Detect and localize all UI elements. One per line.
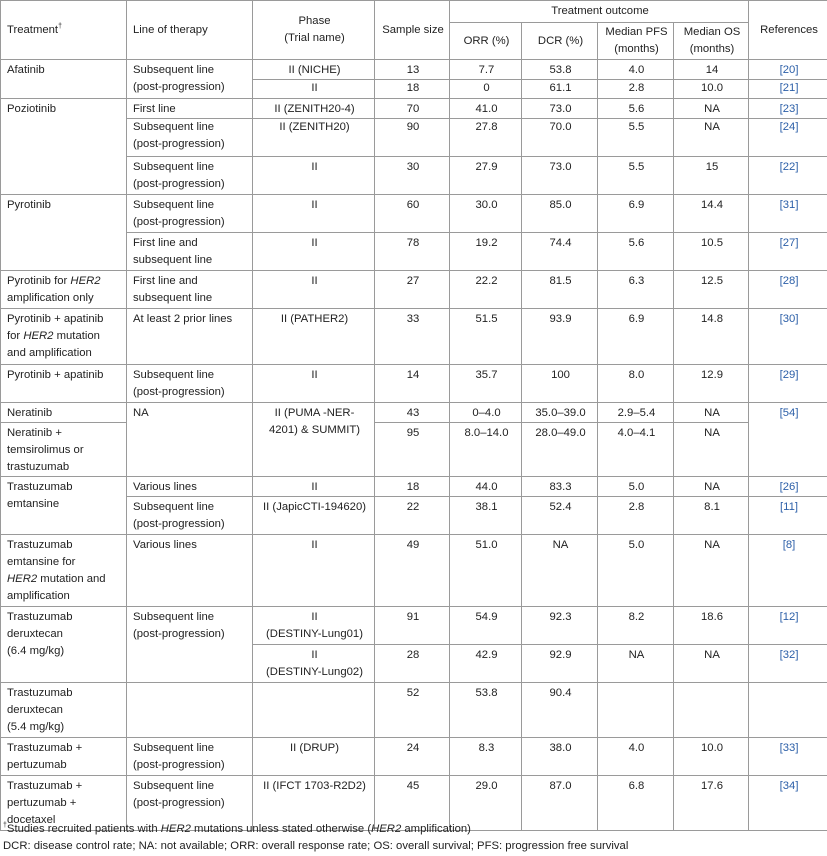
pfs-cell: 5.6	[598, 233, 674, 271]
phase-cell: II	[253, 365, 375, 403]
dcr-cell: 28.0–49.0	[522, 423, 598, 477]
sample-cell: 91	[375, 607, 450, 645]
pfs-cell: 5.0	[598, 477, 674, 497]
phase-cell: II	[253, 195, 375, 233]
phase-text: II	[311, 611, 318, 623]
dcr-cell: 81.5	[522, 271, 598, 309]
sample-cell: 52	[375, 683, 450, 738]
pfs-cell	[598, 683, 674, 738]
line-text: (post-progression)	[133, 386, 225, 398]
orr-cell: 8.3	[450, 738, 522, 776]
reference-link[interactable]: [28]	[749, 271, 827, 309]
phase-cell: II (JapicCTI-194620)	[253, 497, 375, 535]
line-cell: Various lines	[127, 535, 253, 607]
footnote-text: mutations unless stated otherwise (	[190, 823, 372, 835]
reference-link[interactable]: [33]	[749, 738, 827, 776]
header-treatment	[1, 1, 127, 60]
sample-cell: 24	[375, 738, 450, 776]
phase-cell: II (ZENITH20)	[253, 119, 375, 157]
pfs-cell: 6.9	[598, 309, 674, 365]
pfs-cell: 8.0	[598, 365, 674, 403]
phase-text: 4201) & SUMMIT)	[268, 424, 361, 436]
orr-cell: 27.8	[450, 119, 522, 157]
table-row	[1, 738, 827, 776]
pfs-cell: 5.6	[598, 99, 674, 119]
treatment-text: amplification	[7, 590, 70, 602]
pfs-cell: 6.8	[598, 776, 674, 831]
reference-link[interactable]: [26]	[749, 477, 827, 497]
line-text: Subsequent line	[133, 501, 215, 513]
treatment-text: pertuzumab	[7, 759, 67, 771]
phase-cell: II	[253, 80, 375, 99]
orr-cell: 27.9	[450, 157, 522, 195]
dcr-cell: 93.9	[522, 309, 598, 365]
header-outcome: Treatment outcome	[450, 1, 749, 23]
dcr-cell: 74.4	[522, 233, 598, 271]
line-text: Subsequent line	[133, 742, 215, 754]
sample-cell: 78	[375, 233, 450, 271]
treatment-text: temsirolimus or	[7, 444, 84, 456]
line-cell: At least 2 prior lines	[127, 309, 253, 365]
treatment-text: and amplification	[7, 347, 92, 359]
table-row	[1, 271, 827, 309]
gene-text: HER2	[371, 823, 402, 835]
orr-cell: 53.8	[450, 683, 522, 738]
treatment-text: Pyrotinib for	[7, 275, 71, 287]
dcr-cell: 61.1	[522, 80, 598, 99]
phase-cell: II	[253, 477, 375, 497]
line-text: (post-progression)	[133, 81, 225, 93]
treatment-text: for	[7, 330, 24, 342]
line-cell	[127, 195, 253, 233]
dcr-cell: 83.3	[522, 477, 598, 497]
os-cell: NA	[674, 403, 749, 423]
line-cell: Various lines	[127, 477, 253, 497]
orr-cell: 38.1	[450, 497, 522, 535]
phase-text: II (PUMA -NER-	[274, 407, 355, 419]
treatment-cell	[1, 607, 127, 683]
header-row	[1, 1, 827, 23]
table-row	[1, 535, 827, 607]
phase-cell	[253, 607, 375, 645]
footnote-text: Studies recruited patients with	[6, 823, 161, 835]
phase-text: (DESTINY-Lung01)	[266, 628, 363, 640]
dcr-cell: 73.0	[522, 99, 598, 119]
line-text: Subsequent line	[133, 64, 215, 76]
phase-text: (DESTINY-Lung02)	[266, 666, 363, 678]
table-row	[1, 195, 827, 233]
orr-cell: 0–4.0	[450, 403, 522, 423]
line-text: (post-progression)	[133, 628, 225, 640]
treatment-text: trastuzumab	[7, 461, 70, 473]
phase-cell	[253, 403, 375, 477]
line-cell	[127, 119, 253, 157]
header-os-line1: Median OS	[683, 26, 741, 38]
line-text: Subsequent line	[133, 199, 215, 211]
sample-cell: 60	[375, 195, 450, 233]
line-cell	[127, 271, 253, 309]
os-cell	[674, 683, 749, 738]
orr-cell: 19.2	[450, 233, 522, 271]
line-cell	[127, 683, 253, 738]
pfs-cell: 2.8	[598, 497, 674, 535]
os-cell: NA	[674, 645, 749, 683]
pfs-cell: 6.3	[598, 271, 674, 309]
treatment-text: Trastuzumab	[7, 539, 73, 551]
treatment-text: deruxtecan	[7, 628, 63, 640]
reference-link[interactable]: [30]	[749, 309, 827, 365]
reference-cell	[749, 683, 827, 738]
phase-cell: II	[253, 233, 375, 271]
os-cell: NA	[674, 477, 749, 497]
os-cell: 10.5	[674, 233, 749, 271]
dcr-cell: 52.4	[522, 497, 598, 535]
os-cell: NA	[674, 99, 749, 119]
table-row	[1, 99, 827, 119]
os-cell: 8.1	[674, 497, 749, 535]
pfs-cell: 2.8	[598, 80, 674, 99]
gene-text: HER2	[160, 823, 191, 835]
footnote-1	[3, 822, 471, 837]
treatment-text: deruxtecan	[7, 704, 63, 716]
os-cell: 14.4	[674, 195, 749, 233]
line-text: (post-progression)	[133, 797, 225, 809]
treatment-text: mutation	[53, 330, 100, 342]
reference-link[interactable]: [54]	[749, 403, 827, 477]
reference-link[interactable]: [27]	[749, 233, 827, 271]
treatment-text: Trastuzumab +	[7, 780, 83, 792]
dcr-cell: 90.4	[522, 683, 598, 738]
os-cell: NA	[674, 423, 749, 477]
table-row	[1, 683, 827, 738]
header-pfs-line1: Median PFS	[605, 26, 668, 38]
os-cell: 10.0	[674, 80, 749, 99]
orr-cell: 51.0	[450, 535, 522, 607]
treatment-text: Trastuzumab	[7, 481, 73, 493]
os-cell: 12.9	[674, 365, 749, 403]
line-cell: First line	[127, 99, 253, 119]
reference-link[interactable]: [29]	[749, 365, 827, 403]
line-cell	[127, 233, 253, 271]
pfs-cell: 4.0–4.1	[598, 423, 674, 477]
pfs-cell: NA	[598, 645, 674, 683]
pfs-cell: 5.5	[598, 119, 674, 157]
os-cell: 17.6	[674, 776, 749, 831]
treatment-text: Neratinib +	[7, 427, 62, 439]
line-text: subsequent line	[133, 254, 213, 266]
pfs-cell: 5.0	[598, 535, 674, 607]
header-treatment-text: Treatment	[7, 23, 59, 36]
table-row	[1, 607, 827, 645]
treatment-cell	[1, 738, 127, 776]
sample-cell: 70	[375, 99, 450, 119]
header-phase	[253, 1, 375, 60]
header-orr: ORR (%)	[450, 23, 522, 60]
phase-text: II	[311, 649, 318, 661]
phase-cell: II (DRUP)	[253, 738, 375, 776]
treatment-cell: Poziotinib	[1, 99, 127, 195]
pfs-cell: 6.9	[598, 195, 674, 233]
orr-cell: 54.9	[450, 607, 522, 645]
footnote-2: DCR: disease control rate; NA: not available; ORR: overall response rate; OS: overall survival; PFS: progression free survival	[3, 840, 629, 852]
gene-text: HER2	[23, 330, 54, 342]
os-cell: NA	[674, 119, 749, 157]
phase-cell: II	[253, 535, 375, 607]
line-text: (post-progression)	[133, 138, 225, 150]
treatment-cell	[1, 683, 127, 738]
reference-link[interactable]: [20]	[749, 60, 827, 80]
os-cell: 18.6	[674, 607, 749, 645]
reference-link[interactable]: [11]	[749, 497, 827, 535]
orr-cell: 35.7	[450, 365, 522, 403]
gene-text: HER2	[7, 573, 38, 585]
line-cell	[127, 497, 253, 535]
header-pfs	[598, 23, 674, 60]
sample-cell: 28	[375, 645, 450, 683]
treatment-text: Trastuzumab	[7, 611, 73, 623]
header-phase-line1: Phase	[298, 15, 331, 27]
pfs-cell: 2.9–5.4	[598, 403, 674, 423]
dcr-cell: 73.0	[522, 157, 598, 195]
dcr-cell: 35.0–39.0	[522, 403, 598, 423]
treatment-cell: Pyrotinib + apatinib	[1, 365, 127, 403]
phase-cell: II (NICHE)	[253, 60, 375, 80]
line-cell	[127, 157, 253, 195]
orr-cell: 42.9	[450, 645, 522, 683]
line-text: Subsequent line	[133, 121, 215, 133]
sample-cell: 95	[375, 423, 450, 477]
dcr-cell: 38.0	[522, 738, 598, 776]
reference-link[interactable]: [34]	[749, 776, 827, 831]
line-text: Subsequent line	[133, 611, 215, 623]
dcr-cell: 92.3	[522, 607, 598, 645]
treatment-text: emtansine	[7, 498, 60, 510]
phase-cell: II	[253, 157, 375, 195]
line-text: First line and	[133, 275, 198, 287]
sample-cell: 33	[375, 309, 450, 365]
phase-cell	[253, 683, 375, 738]
table-row	[1, 309, 827, 365]
line-cell	[127, 60, 253, 99]
dcr-cell: 70.0	[522, 119, 598, 157]
orr-cell: 8.0–14.0	[450, 423, 522, 477]
treatment-text: emtansine for	[7, 556, 76, 568]
header-dcr: DCR (%)	[522, 23, 598, 60]
orr-cell: 0	[450, 80, 522, 99]
treatment-text: amplification only	[7, 292, 94, 304]
line-cell	[127, 607, 253, 683]
line-cell: NA	[127, 403, 253, 477]
pfs-cell: 4.0	[598, 60, 674, 80]
sample-cell: 45	[375, 776, 450, 831]
sample-cell: 90	[375, 119, 450, 157]
dcr-cell: 53.8	[522, 60, 598, 80]
line-text: (post-progression)	[133, 759, 225, 771]
header-os	[674, 23, 749, 60]
line-text: (post-progression)	[133, 216, 225, 228]
sample-cell: 13	[375, 60, 450, 80]
dcr-cell: 100	[522, 365, 598, 403]
reference-link[interactable]: [23]	[749, 99, 827, 119]
orr-cell: 41.0	[450, 99, 522, 119]
table-row	[1, 365, 827, 403]
line-text: Subsequent line	[133, 369, 215, 381]
sample-cell: 30	[375, 157, 450, 195]
phase-cell: II (ZENITH20-4)	[253, 99, 375, 119]
header-sample: Sample size	[375, 1, 450, 60]
line-text: Subsequent line	[133, 780, 215, 792]
dcr-cell: 87.0	[522, 776, 598, 831]
treatment-cell: Afatinib	[1, 60, 127, 99]
reference-link[interactable]: [24]	[749, 119, 827, 157]
reference-link[interactable]: [8]	[749, 535, 827, 607]
table-row	[1, 423, 827, 477]
pfs-cell: 5.5	[598, 157, 674, 195]
orr-cell: 29.0	[450, 776, 522, 831]
table-row	[1, 60, 827, 80]
dagger-mark: †	[3, 822, 7, 830]
header-phase-line2: (Trial name)	[284, 32, 345, 44]
treatment-text: pertuzumab +	[7, 797, 77, 809]
orr-cell: 7.7	[450, 60, 522, 80]
treatment-cell	[1, 477, 127, 535]
header-refs: References	[749, 1, 827, 60]
reference-link[interactable]: [12]	[749, 607, 827, 645]
sample-cell: 49	[375, 535, 450, 607]
os-cell: 14	[674, 60, 749, 80]
sample-cell: 14	[375, 365, 450, 403]
line-text: First line and	[133, 237, 198, 249]
phase-cell: II	[253, 271, 375, 309]
line-cell	[127, 365, 253, 403]
sample-cell: 27	[375, 271, 450, 309]
reference-link[interactable]: [21]	[749, 80, 827, 99]
treatment-cell	[1, 309, 127, 365]
treatment-text: (6.4 mg/kg)	[7, 645, 65, 657]
header-pfs-line2: (months)	[614, 43, 659, 55]
footnote-text: amplification)	[401, 823, 471, 835]
line-text: (post-progression)	[133, 178, 225, 190]
os-cell: 12.5	[674, 271, 749, 309]
phase-cell	[253, 645, 375, 683]
pfs-cell: 8.2	[598, 607, 674, 645]
sample-cell: 43	[375, 403, 450, 423]
dcr-cell: 92.9	[522, 645, 598, 683]
reference-link[interactable]: [22]	[749, 157, 827, 195]
reference-link[interactable]: [31]	[749, 195, 827, 233]
treatment-text: Trastuzumab	[7, 687, 73, 699]
sample-cell: 22	[375, 497, 450, 535]
table-row	[1, 403, 827, 423]
table-row	[1, 477, 827, 497]
pfs-cell: 4.0	[598, 738, 674, 776]
orr-cell: 44.0	[450, 477, 522, 497]
line-cell	[127, 738, 253, 776]
gene-text: HER2	[70, 275, 101, 287]
dagger-mark: †	[58, 22, 62, 30]
dcr-cell: NA	[522, 535, 598, 607]
treatment-text: (5.4 mg/kg)	[7, 721, 65, 733]
header-line: Line of therapy	[127, 1, 253, 60]
treatment-text: mutation and	[37, 573, 106, 585]
phase-cell: II (PATHER2)	[253, 309, 375, 365]
line-text: subsequent line	[133, 292, 213, 304]
treatment-text: Pyrotinib + apatinib	[7, 313, 104, 325]
treatment-text: Trastuzumab +	[7, 742, 83, 754]
line-text: Subsequent line	[133, 161, 215, 173]
header-os-line2: (months)	[689, 43, 735, 55]
os-cell: NA	[674, 535, 749, 607]
orr-cell: 22.2	[450, 271, 522, 309]
reference-link[interactable]: [32]	[749, 645, 827, 683]
os-cell: 10.0	[674, 738, 749, 776]
treatment-cell: Neratinib	[1, 403, 127, 423]
phase-cell: II (IFCT 1703-R2D2)	[253, 776, 375, 831]
os-cell: 15	[674, 157, 749, 195]
treatment-cell	[1, 271, 127, 309]
orr-cell: 30.0	[450, 195, 522, 233]
treatment-cell	[1, 535, 127, 607]
treatment-text: docetaxel	[7, 814, 56, 826]
os-cell: 14.8	[674, 309, 749, 365]
dcr-cell: 85.0	[522, 195, 598, 233]
line-text: (post-progression)	[133, 518, 225, 530]
treatment-cell: Pyrotinib	[1, 195, 127, 271]
treatment-cell	[1, 423, 127, 477]
sample-cell: 18	[375, 80, 450, 99]
orr-cell: 51.5	[450, 309, 522, 365]
sample-cell: 18	[375, 477, 450, 497]
